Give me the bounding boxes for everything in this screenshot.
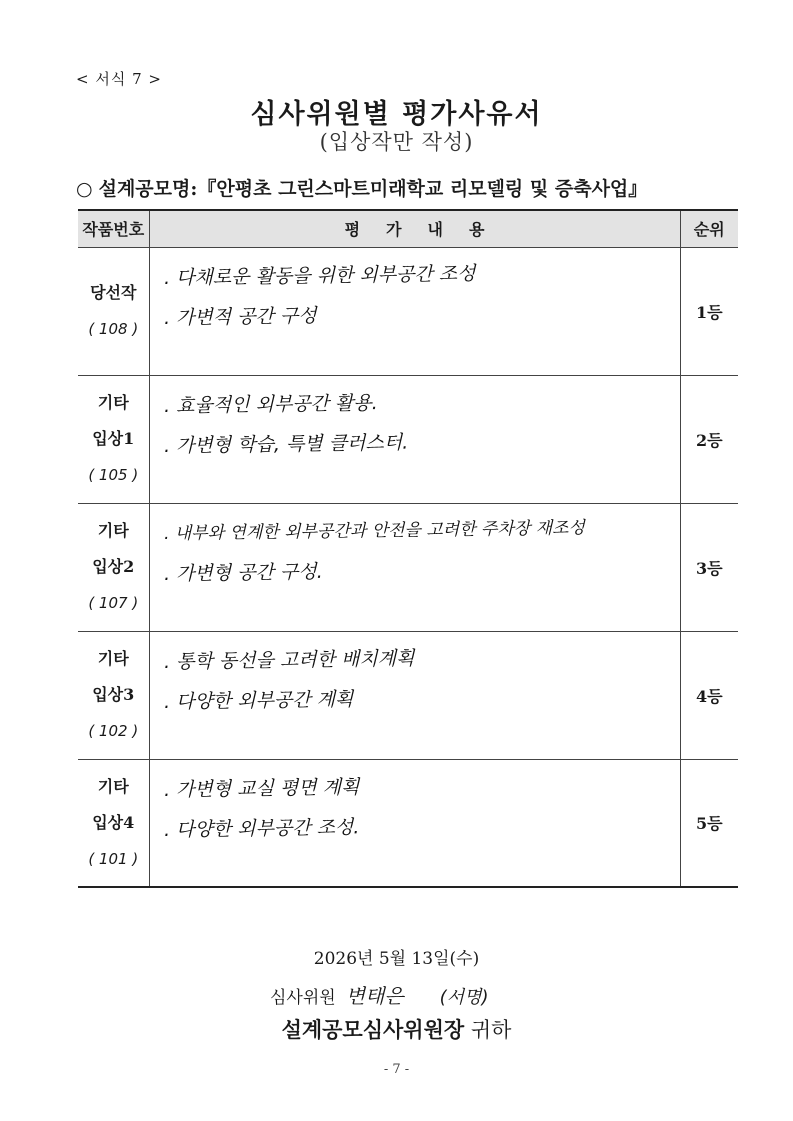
evaluation-line: . 가변형 공간 구성.	[163, 560, 323, 585]
entry-cell	[78, 375, 149, 503]
entry-category: 기타	[97, 393, 129, 412]
entry-cell	[78, 631, 149, 759]
entry-sub: 입상4	[92, 812, 135, 832]
evaluation-content-cell	[149, 247, 680, 375]
evaluation-content-cell	[149, 759, 680, 887]
entry-number: ( 101 )	[88, 849, 139, 868]
signer-name: 변태은	[345, 984, 404, 1008]
evaluation-line: . 다양한 외부공간 계획	[163, 687, 353, 713]
entry-sub: 입상3	[92, 685, 135, 704]
entry-category: 기타	[97, 649, 129, 668]
table-row	[78, 503, 738, 631]
entry-number: ( 107 )	[88, 594, 139, 612]
project-line	[76, 174, 647, 201]
header-rank: 순위	[680, 210, 738, 247]
document-subtitle: (입상작만 작성)	[319, 130, 474, 154]
project-name: 『안평초 그린스마트미래학교 리모델링 및 증축사업』	[197, 178, 648, 200]
form-number: < 서식 7 >	[76, 70, 162, 88]
rank-cell: 4등	[680, 631, 738, 759]
entry-category: 기타	[97, 776, 129, 796]
evaluation-content-cell	[149, 503, 680, 631]
signer-line	[270, 980, 489, 1009]
page-number: - 7 -	[383, 1062, 410, 1077]
entry-sub: 입상2	[92, 557, 135, 576]
addressee-org: 설계공모심사위원장	[281, 1017, 465, 1042]
signer-label: 심사위원	[270, 988, 336, 1008]
rank-cell: 1등	[680, 247, 738, 375]
evaluation-line: . 다채로운 활동을 위한 외부공간 조성	[163, 262, 476, 289]
table-row	[78, 759, 738, 887]
entry-category: 당선작	[90, 283, 137, 302]
header-evaluation-content: 평가내용	[149, 210, 680, 247]
entry-cell	[78, 247, 149, 375]
evaluation-content-cell	[149, 375, 680, 503]
evaluation-line: . 다양한 외부공간 조성.	[163, 815, 360, 841]
addressee-suffix: 귀하	[470, 1018, 512, 1042]
rank-cell: 3등	[680, 503, 738, 631]
date-line: 2026년 5월 13일(수)	[313, 949, 480, 969]
evaluation-content-cell	[149, 631, 680, 759]
table-row	[78, 631, 738, 759]
evaluation-table	[78, 209, 738, 888]
header-entry-number: 작품번호	[78, 210, 149, 247]
circle-bullet-icon: ○	[76, 178, 93, 200]
rank-cell: 2등	[680, 375, 738, 503]
addressee-line	[0, 1014, 793, 1044]
rank-cell: 5등	[680, 759, 738, 887]
entry-number: ( 102 )	[88, 722, 139, 740]
table-row	[78, 247, 738, 375]
document-title: 심사위원별 평가사유서	[250, 99, 543, 130]
project-label: 설계공모명:	[98, 178, 198, 200]
entry-sub: 입상1	[92, 429, 135, 448]
entry-number: ( 108 )	[88, 320, 139, 338]
evaluation-line: . 가변형 교실 평면 계획	[163, 775, 360, 801]
signature-mark: (서명)	[439, 987, 489, 1008]
table-row	[78, 375, 738, 503]
entry-category: 기타	[97, 521, 129, 540]
evaluation-line: . 가변적 공간 구성	[163, 304, 317, 329]
evaluation-line: . 통학 동선을 고려한 배치계획	[163, 647, 415, 673]
table-header-row	[78, 210, 738, 247]
entry-cell	[78, 503, 149, 631]
entry-cell	[78, 759, 149, 887]
evaluation-line: . 가변형 학습, 특별 클러스터.	[163, 431, 408, 457]
evaluation-line: . 효율적인 외부공간 활용.	[163, 391, 378, 417]
evaluation-line: . 내부와 연계한 외부공간과 안전을 고려한 주차장 재조성	[163, 517, 585, 544]
entry-number: ( 105 )	[88, 466, 139, 484]
